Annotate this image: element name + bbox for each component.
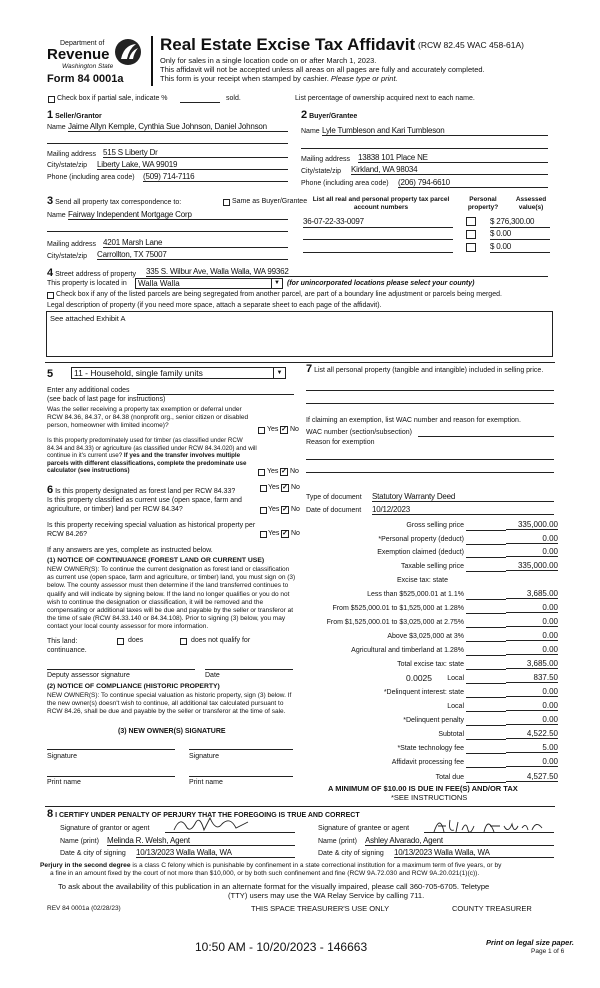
deputy-sig-label: Deputy assessor signature bbox=[47, 672, 130, 679]
divider bbox=[45, 362, 555, 363]
leader-line bbox=[466, 739, 506, 740]
leader-line bbox=[466, 641, 506, 642]
header-divider bbox=[151, 36, 153, 86]
tier4-value[interactable]: 0.00 bbox=[506, 631, 558, 641]
leader-line bbox=[466, 557, 506, 558]
parcel-number-field[interactable] bbox=[303, 229, 453, 240]
codes-note: (see back of last page for instructions) bbox=[47, 396, 166, 403]
same-as-buyer-label: Same as Buyer/Grantee bbox=[232, 198, 308, 205]
exemption-question: Was the seller receiving a property tax exemption or deferral under RCW 84.36, 84.37, or 84.38 (nonprofit org., senior citizen or disabled person, homeowner with limited income)? bbox=[47, 406, 249, 429]
signature-label: Signature bbox=[47, 753, 77, 760]
excise-state-label: Excise tax: state bbox=[397, 577, 448, 584]
corr-name-label: Name bbox=[47, 212, 66, 219]
leader-line bbox=[466, 571, 506, 572]
exemption-no-checkbox[interactable]: ✓ bbox=[281, 426, 287, 433]
buyer-mailing-label: Mailing address bbox=[301, 156, 351, 163]
grantee-name-label: Name (print) bbox=[318, 838, 357, 845]
assessed-value-field[interactable]: $ 276,300.00 bbox=[490, 217, 550, 228]
historic-no-checkbox[interactable]: ✓ bbox=[282, 530, 288, 537]
tier1-value[interactable]: 3,685.00 bbox=[506, 589, 558, 599]
parcel-number-field[interactable]: 36-07-22-33-0097 bbox=[303, 217, 453, 228]
leader-line bbox=[466, 669, 506, 670]
leader-line bbox=[466, 753, 506, 754]
print-name-label: Print name bbox=[189, 779, 223, 786]
no-label: No bbox=[290, 426, 299, 433]
yes-label: Yes bbox=[267, 426, 279, 433]
owner-print-field[interactable] bbox=[47, 776, 175, 777]
affidavit-fee-value[interactable]: 0.00 bbox=[506, 757, 558, 767]
seller-mailing-field[interactable]: 515 S Liberty Dr bbox=[103, 148, 288, 158]
owner-print-field-2[interactable] bbox=[189, 776, 293, 777]
deputy-date-label: Date bbox=[205, 672, 220, 679]
reason-label: Reason for exemption bbox=[306, 439, 375, 446]
codes-label: Enter any additional codes bbox=[47, 387, 130, 394]
grantee-date-field[interactable]: 10/13/2023 Walla Walla, WA bbox=[394, 848, 554, 858]
note-2: This affidavit will not be accepted unless all areas on all pages are fully and accurately completed. bbox=[160, 65, 485, 74]
codes-field[interactable] bbox=[137, 394, 294, 395]
no-label: No bbox=[291, 506, 300, 513]
personal-property-line[interactable] bbox=[306, 390, 554, 391]
corr-mailing-field[interactable]: 4201 Marsh Lane bbox=[103, 238, 288, 248]
leader-line bbox=[466, 697, 506, 698]
total-state-value[interactable]: 3,685.00 bbox=[506, 659, 558, 669]
wac-label: WAC number (section/subsection) bbox=[306, 429, 412, 436]
agri-value[interactable]: 0.00 bbox=[506, 645, 558, 655]
corr-city-field[interactable]: Carrollton, TX 75007 bbox=[97, 250, 288, 260]
grantor-date-field[interactable]: 10/13/2023 Walla Walla, WA bbox=[136, 848, 295, 858]
partial-sale-checkbox[interactable] bbox=[48, 96, 55, 103]
segregated-checkbox[interactable] bbox=[47, 292, 54, 299]
seller-name-line2[interactable] bbox=[47, 143, 288, 144]
personal-property-checkbox[interactable] bbox=[466, 230, 476, 239]
no-label: No bbox=[291, 530, 300, 537]
buyer-city-label: City/state/zip bbox=[301, 168, 342, 175]
county-treasurer: COUNTY TREASURER bbox=[452, 904, 532, 913]
seller-phone-label: Phone (including area code) bbox=[47, 174, 135, 181]
certify-statement: 8 I CERTIFY UNDER PENALTY OF PERJURY THAT THE FOREGOING IS TRUE AND CORRECT bbox=[47, 808, 360, 820]
assessed-col-header: Assessed value(s) bbox=[515, 196, 547, 211]
ownership-note: List percentage of ownership acquired next to each name. bbox=[295, 95, 475, 102]
reason-field[interactable] bbox=[306, 459, 554, 460]
forest-question: 6 Is this property designated as forest land per RCW 84.33? bbox=[47, 484, 236, 496]
page-title: Real Estate Excise Tax Affidavit bbox=[160, 35, 416, 54]
note-3: This form is your receipt when stamped by cashier. Please type or print. bbox=[160, 74, 398, 83]
this-land-label: This land: bbox=[47, 638, 78, 645]
classified-yes-checkbox[interactable] bbox=[260, 507, 267, 514]
notice2-title: (2) NOTICE OF COMPLIANCE (HISTORIC PROPERTY) bbox=[47, 683, 220, 690]
personal-deduct-value[interactable]: 0.00 bbox=[506, 534, 558, 544]
buyer-heading: 2 Buyer/Grantee bbox=[301, 109, 358, 121]
alt-format-line2: (TTY) users may use the WA Relay Service by calling 711. bbox=[228, 891, 425, 900]
located-label: This property is located in bbox=[47, 280, 127, 287]
continuance-label: continuance. bbox=[47, 647, 87, 654]
subtotal-value[interactable]: 4,522.50 bbox=[506, 729, 558, 739]
correspondence-heading: 3 Send all property tax correspondence to: bbox=[47, 195, 182, 207]
dept-line1: Department of bbox=[60, 40, 105, 47]
chevron-down-icon[interactable]: ▼ bbox=[273, 368, 285, 378]
dor-emblem-icon bbox=[112, 37, 146, 67]
yes-label: Yes bbox=[267, 468, 279, 475]
taxable-value[interactable]: 335,000.00 bbox=[506, 561, 558, 571]
located-note: (for unincorporated locations please select your county) bbox=[287, 280, 475, 287]
wac-field[interactable] bbox=[418, 436, 554, 437]
tier2-value[interactable]: 0.00 bbox=[506, 603, 558, 613]
grantee-signature-image bbox=[430, 812, 550, 838]
if-yes-note: If any answers are yes, complete as instructed below. bbox=[47, 547, 213, 554]
personal-property-line[interactable] bbox=[306, 403, 554, 404]
parcel-col-header: List all real and personal property tax parcel account numbers bbox=[312, 196, 450, 211]
historic-question: Is this property receiving special valuation as historical property per RCW 84.26? bbox=[47, 522, 256, 538]
notice2-body: NEW OWNER(S): To continue special valuation as historic property, sign (3) below. If the new owner(s) doesn't wish to continue, all additional tax calculated pursuant to RCW 84.26, shall be due and payable by the seller or transferor at the time of sale. bbox=[47, 692, 292, 716]
land-use-value: 11 - Household, single family units bbox=[74, 368, 203, 378]
notice1-body: NEW OWNER(S): To continue the current designation as forest land or classification as current use (open space, farm and agriculture, or timber) land, you must sign on (3) below. The county assessor must then determine if the land transferred continues to qualify and will indicate by signing below. If the land no longer qualifies or you do not wish to continue the designation or classification, it will be removed and the compensating or additional taxes will be due and payable by the seller or transferor at the time of sale (RCW 84.33.140 or 84.34.108). Prior to signing (3) below, you may contact your local county assessor for more information. bbox=[47, 566, 296, 631]
leader-line bbox=[466, 613, 506, 614]
corr-city-label: City/state/zip bbox=[47, 253, 88, 260]
buyer-name-field[interactable]: Lyle Tumbleson and Kari Tumbleson bbox=[322, 126, 548, 136]
delinq-state-value[interactable]: 0.00 bbox=[506, 687, 558, 697]
legal-label: Legal description of property (if you need more space, attach a separate sheet to each page of the affidavit). bbox=[47, 302, 382, 309]
no-label: No bbox=[290, 468, 299, 475]
divider bbox=[45, 806, 555, 807]
receipt-stamp: 10:50 AM - 10/20/2023 - 146663 bbox=[195, 940, 368, 954]
tier4-label: Above $3,025,000 at 3% bbox=[387, 633, 464, 640]
local-rate: 0.0025 bbox=[406, 673, 432, 683]
buyer-mailing-field[interactable]: 13838 101 Place NE bbox=[358, 153, 548, 163]
buyer-name-line2[interactable] bbox=[301, 148, 548, 149]
street-field[interactable]: 335 S. Wilbur Ave, Walla Walla, WA 99362 bbox=[146, 267, 548, 277]
leader-line bbox=[466, 544, 506, 545]
notice3-title: (3) NEW OWNER(S) SIGNATURE bbox=[118, 728, 226, 735]
minimum-note: A MINIMUM OF $10.00 IS DUE IN FEE(S) AND/OR TAX bbox=[328, 784, 518, 793]
assessed-value-field[interactable]: $ 0.00 bbox=[490, 229, 550, 240]
alt-format-line1: To ask about the availability of this publication in an alternate format for the visually impaired, please call 360-705-6705. Teletype bbox=[58, 882, 490, 891]
forest-yes-checkbox[interactable] bbox=[260, 485, 267, 492]
tech-fee-label: *State technology fee bbox=[397, 745, 464, 752]
rcw-ref: (RCW 82.45 WAC 458-61A) bbox=[418, 40, 524, 50]
same-as-buyer-checkbox[interactable] bbox=[223, 199, 230, 206]
personal-property-checkbox[interactable] bbox=[466, 217, 476, 226]
current-use-q2: Is this property classified as current use (open space, farm and agriculture, or timber) land per RCW 84.34? bbox=[47, 497, 242, 513]
delinq-local-value[interactable]: 0.00 bbox=[506, 701, 558, 711]
local-value[interactable]: 837.50 bbox=[506, 673, 558, 683]
does-not-label: does not qualify for bbox=[191, 637, 251, 644]
buyer-phone-field[interactable]: (206) 794-6610 bbox=[398, 178, 548, 188]
county-select[interactable] bbox=[135, 278, 283, 289]
land-use-select[interactable] bbox=[71, 367, 286, 379]
legal-description-text: See attached Exhibit A bbox=[50, 314, 126, 323]
affidavit-fee-label: Affidavit processing fee bbox=[391, 759, 464, 766]
perjury-line2: a fine in an amount fixed by the court of not more than $10,000, or by both such confinement and fine (RCW 9A.72.030 and RCW 9A.20.021(1)(c)). bbox=[50, 870, 480, 877]
corr-mailing-label: Mailing address bbox=[47, 241, 97, 248]
total-state-label: Total excise tax: state bbox=[397, 661, 464, 668]
seller-city-label: City/state/zip bbox=[47, 162, 88, 169]
leader-line bbox=[466, 725, 506, 726]
partial-sale-suffix: sold. bbox=[226, 95, 241, 102]
historic-yes-checkbox[interactable] bbox=[260, 531, 267, 538]
exemption-deduct-label: Exemption claimed (deduct) bbox=[377, 549, 464, 556]
street-label: 4 Street address of property bbox=[47, 267, 137, 279]
personal-deduct-label: *Personal property (deduct) bbox=[378, 536, 464, 543]
seller-name-label: Name bbox=[47, 124, 66, 131]
tier1-label: Less than $525,000.01 at 1.1% bbox=[367, 591, 464, 598]
county-select-value: Walla Walla bbox=[138, 279, 180, 288]
personal-col-header: Personal property? bbox=[467, 196, 499, 211]
personal-property-prompt: 7 List all personal property (tangible and intangible) included in selling price. bbox=[306, 363, 544, 375]
grantee-date-label: Date & city of signing bbox=[318, 850, 384, 857]
dept-line3: Washington State bbox=[62, 63, 114, 70]
buyer-phone-label: Phone (including area code) bbox=[301, 180, 389, 187]
leader-line bbox=[466, 782, 506, 783]
classified-no-checkbox[interactable]: ✓ bbox=[282, 506, 288, 513]
leader-line bbox=[466, 683, 506, 684]
deputy-signature-field[interactable] bbox=[47, 669, 195, 670]
leader-line bbox=[466, 627, 506, 628]
grantor-date-label: Date & city of signing bbox=[60, 850, 126, 857]
leader-line bbox=[466, 599, 506, 600]
current-use-yes-checkbox[interactable] bbox=[258, 469, 265, 476]
leader-line bbox=[466, 655, 506, 656]
rev-id: REV 84 0001a (02/28/23) bbox=[47, 905, 121, 912]
tier3-label: From $1,525,000.01 to $3,025,000 at 2.75% bbox=[326, 619, 464, 626]
seller-mailing-label: Mailing address bbox=[47, 151, 97, 158]
signature-label: Signature bbox=[189, 753, 219, 760]
seller-heading: 1 Seller/Grantor bbox=[47, 109, 102, 121]
agri-label: Agricultural and timberland at 1.28% bbox=[351, 647, 464, 654]
does-not-checkbox[interactable] bbox=[180, 638, 187, 645]
delinq-state-label: *Delinquent interest: state bbox=[383, 689, 464, 696]
grantor-name-label: Name (print) bbox=[60, 838, 99, 845]
owner-signature-field-2[interactable] bbox=[189, 749, 293, 750]
notice1-title: (1) NOTICE OF CONTINUANCE (FOREST LAND OR CURRENT USE) bbox=[47, 557, 265, 564]
corr-name-line2[interactable] bbox=[47, 231, 288, 232]
form-id: Form 84 0001a bbox=[47, 73, 124, 85]
reason-field-2[interactable] bbox=[306, 472, 554, 473]
local-label: Local bbox=[447, 675, 464, 682]
personal-property-checkbox[interactable] bbox=[466, 243, 476, 252]
seller-name-field[interactable]: Jaime Allyn Kemple, Cynthia Sue Johnson, Daniel Johnson bbox=[68, 122, 288, 132]
segregated-label: Check box if any of the listed parcels are being segregated from another parcel, are part of a boundary line adjustment or parcels being merged. bbox=[56, 291, 502, 298]
total-due-label: Total due bbox=[435, 774, 464, 781]
perjury-line1: Perjury in the second degree is a class C felony which is punishable by confinement in a state correctional institution for a maximum term of five years, or by bbox=[40, 862, 502, 869]
buyer-name-label: Name bbox=[301, 128, 320, 135]
exemption-prompt: If claiming an exemption, list WAC number and reason for exemption. bbox=[306, 417, 521, 424]
deputy-date-field[interactable] bbox=[205, 669, 293, 670]
exemption-deduct-value[interactable]: 0.00 bbox=[506, 547, 558, 557]
does-checkbox[interactable] bbox=[117, 638, 124, 645]
parcel-number-field[interactable] bbox=[303, 242, 453, 253]
exemption-yes-checkbox[interactable] bbox=[258, 427, 265, 434]
tier2-label: From $525,000.01 to $1,525,000 at 1.28% bbox=[332, 605, 464, 612]
assessed-value-field[interactable]: $ 0.00 bbox=[490, 242, 550, 253]
tier3-value[interactable]: 0.00 bbox=[506, 617, 558, 627]
section5-number: 5 bbox=[47, 368, 54, 380]
grantor-sig-label: Signature of grantor or agent bbox=[60, 825, 150, 832]
leader-line bbox=[466, 530, 506, 531]
grantee-name-field[interactable]: Ashley Alvarado, Agent bbox=[365, 836, 554, 846]
total-due-value[interactable]: 4,527.50 bbox=[506, 772, 558, 782]
corr-name-field[interactable]: Fairway Independent Mortgage Corp bbox=[68, 210, 288, 220]
page-number: Page 1 of 6 bbox=[531, 948, 565, 955]
buyer-city-field[interactable]: Kirkland, WA 98034 bbox=[351, 165, 548, 175]
current-use-question: Is this property predominately used for timber (as classified under RCW 84.34 and 84.33) or agriculture (as classified under RCW 84.34.020) and will continue in it's current use? If yes and the transfer involves multiple parcels with different classifications, complete the predominate use calculator (see instructions) bbox=[47, 437, 257, 474]
note-1: Only for sales in a single location code on or after March 1, 2023. bbox=[160, 56, 377, 65]
taxable-label: Taxable selling price bbox=[400, 563, 464, 570]
yes-label: Yes bbox=[268, 506, 280, 513]
see-instructions: *SEE INSTRUCTIONS bbox=[391, 793, 468, 802]
chevron-down-icon[interactable]: ▼ bbox=[271, 279, 282, 288]
tech-fee-value[interactable]: 5.00 bbox=[506, 743, 558, 753]
doc-date-label: Date of document bbox=[306, 507, 362, 514]
no-label: No bbox=[291, 484, 300, 491]
doc-type-label: Type of document bbox=[306, 494, 362, 501]
gross-label: Gross selling price bbox=[406, 522, 464, 529]
forest-no-checkbox[interactable]: ✓ bbox=[282, 484, 288, 491]
dept-line2: Revenue bbox=[47, 46, 110, 63]
leader-line bbox=[466, 711, 506, 712]
leader-line bbox=[466, 767, 506, 768]
doc-date-field[interactable]: 10/12/2023 bbox=[372, 505, 554, 515]
delinq-local-label: Local bbox=[447, 703, 464, 710]
subtotal-label: Subtotal bbox=[438, 731, 464, 738]
doc-type-field[interactable]: Statutory Warranty Deed bbox=[372, 492, 554, 502]
grantee-sig-label: Signature of grantee or agent bbox=[318, 825, 410, 832]
print-name-label: Print name bbox=[47, 779, 81, 786]
yes-label: Yes bbox=[268, 530, 280, 537]
current-use-no-checkbox[interactable]: ✓ bbox=[281, 468, 287, 475]
grantor-name-field[interactable]: Melinda R. Welsh, Agent bbox=[107, 836, 295, 846]
legal-paper-note: Print on legal size paper. bbox=[486, 938, 574, 947]
partial-sale-label: Check box if partial sale, indicate % bbox=[57, 95, 168, 102]
legal-description-field[interactable] bbox=[46, 311, 553, 357]
gross-value[interactable]: 335,000.00 bbox=[506, 520, 558, 530]
seller-phone-field[interactable]: (509) 714-7116 bbox=[143, 172, 288, 182]
does-label: does bbox=[128, 637, 144, 644]
delinq-penalty-label: *Delinquent penalty bbox=[403, 717, 464, 724]
yes-label: Yes bbox=[268, 484, 280, 491]
delinq-penalty-value[interactable]: 0.00 bbox=[506, 715, 558, 725]
treasurer-use-only: THIS SPACE TREASURER'S USE ONLY bbox=[251, 904, 390, 913]
seller-city-field[interactable]: Liberty Lake, WA 99019 bbox=[97, 160, 288, 170]
owner-signature-field[interactable] bbox=[47, 749, 175, 750]
partial-sale-line[interactable] bbox=[180, 102, 220, 103]
